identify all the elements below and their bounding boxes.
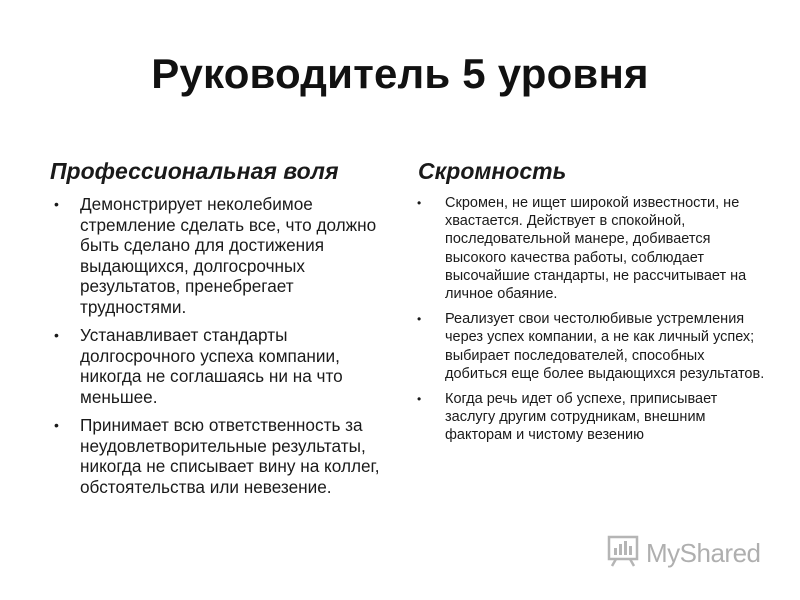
list-item xyxy=(415,390,770,445)
list-item-text: Скромен, не ищет широкой известности, не хвастается. Действует в спокойной, последовательной манере, добивается высокого качества работы, соблюдает высочайшие стандарты, не рассчитывает на личное обаяние. xyxy=(445,195,747,303)
list-item xyxy=(50,325,395,407)
list-item xyxy=(50,415,395,497)
column-modesty xyxy=(415,156,770,452)
bullet-list-modesty xyxy=(415,194,770,445)
myshared-watermark xyxy=(606,533,766,573)
column-heading-professional-will: Профессиональная воля xyxy=(50,158,339,184)
slide-title: Руководитель 5 уровня xyxy=(151,50,649,97)
column-heading-modesty: Скромность xyxy=(418,158,567,184)
list-item xyxy=(415,194,770,303)
list-item-text: Демонстрирует неколебимое стремление сделать все, что должно быть сделано для достижения выдающихся, долгосрочных результатов, пренебрегает трудностями. xyxy=(80,194,377,317)
bullet-icon: • xyxy=(417,392,422,407)
list-item xyxy=(50,194,395,317)
bullet-icon: • xyxy=(54,327,59,343)
bullet-icon: • xyxy=(417,196,422,210)
bullet-icon: • xyxy=(417,312,422,327)
bullet-icon: • xyxy=(54,196,59,212)
watermark-text: MyShared xyxy=(646,537,761,568)
myshared-logo-icon xyxy=(606,533,642,574)
list-item-text: Устанавливает стандарты долгосрочного успеха компании, никогда не соглашаясь ни на что меньшее. xyxy=(80,325,343,407)
list-item-text: Принимает всю ответственность за неудовлетворительные результаты, никогда не списывает вину на коллег, обстоятельства или невезение. xyxy=(80,415,380,497)
list-item xyxy=(415,310,770,383)
bullet-icon: • xyxy=(54,417,59,433)
column-professional-will xyxy=(50,156,395,505)
bullet-list-professional-will xyxy=(50,194,395,497)
list-item-text: Реализует свои честолюбивые устремления через успех компании, а не как личный успех; выбирает последователей, способных добиться еще более выдающихся результатов. xyxy=(445,311,765,382)
list-item-text: Когда речь идет об успехе, приписывает заслугу другим сотрудникам, внешним факторам и чистому везению xyxy=(445,391,718,444)
